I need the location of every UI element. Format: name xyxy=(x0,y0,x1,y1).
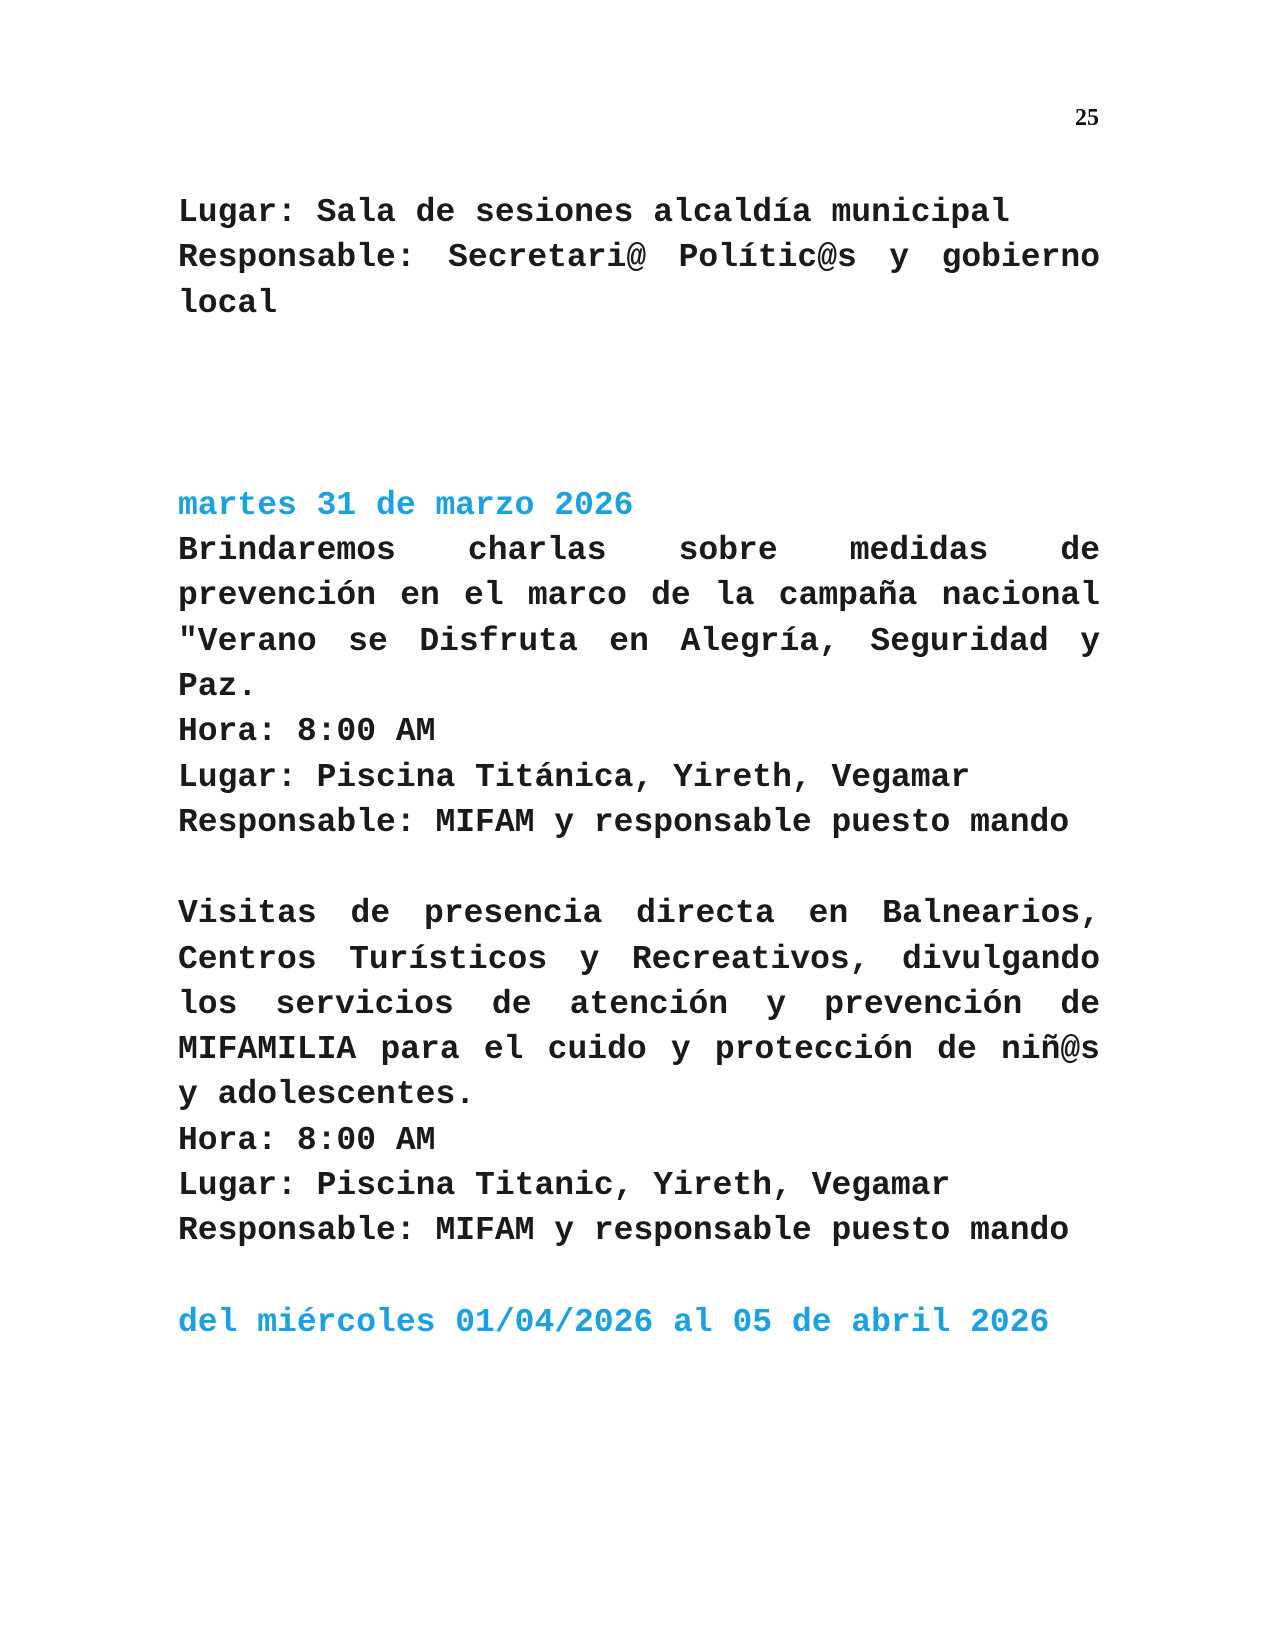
activity-description-line: "Verano se Disfruta en Alegría, Seguridad y xyxy=(178,622,1100,660)
activity-lugar: Lugar: Piscina Titánica, Yireth, Vegamar xyxy=(178,758,971,796)
page-number: 25 xyxy=(1075,105,1099,131)
intro-lugar: Lugar: Sala de sesiones alcaldía municipal xyxy=(178,194,1010,231)
activity-description-line: Visitas de presencia directa en Balnearios, xyxy=(178,895,1100,933)
activity-description-line: Brindaremos charlas sobre medidas de xyxy=(178,532,1100,570)
activity-responsable: Responsable: MIFAM y responsable puesto mando xyxy=(178,803,1070,841)
activity-description-line: MIFAMILIA para el cuido y protección de niñ@s xyxy=(178,1031,1100,1069)
section-march-31 xyxy=(178,483,1100,1254)
intro-block xyxy=(178,190,1100,326)
activity-description-line: y adolescentes. xyxy=(178,1076,476,1114)
page-content xyxy=(178,190,1100,1345)
section-april-01-05 xyxy=(178,1300,1100,1345)
activity-hora: Hora: 8:00 AM xyxy=(178,713,436,751)
activity-hora: Hora: 8:00 AM xyxy=(178,1121,436,1159)
activity-lugar: Lugar: Piscina Titanic, Yireth, Vegamar xyxy=(178,1167,951,1205)
activity-description-line: Paz. xyxy=(178,668,258,706)
activity-description-line: prevención en el marco de la campaña nacional xyxy=(178,577,1100,615)
intro-responsable-line1: Responsable: Secretari@ Polític@s y gobierno xyxy=(178,239,1100,277)
date-heading: del miércoles 01/04/2026 al 05 de abril 2026 xyxy=(178,1303,1050,1341)
activity-description-line: los servicios de atención y prevención de xyxy=(178,985,1100,1023)
activity-description-line: Centros Turísticos y Recreativos, divulgando xyxy=(178,940,1100,978)
intro-responsable-line2: local xyxy=(178,284,278,322)
activity-visitas xyxy=(178,891,1100,1253)
activity-charlas xyxy=(178,528,1100,845)
activity-responsable: Responsable: MIFAM y responsable puesto mando xyxy=(178,1212,1070,1250)
date-heading: martes 31 de marzo 2026 xyxy=(178,486,634,524)
